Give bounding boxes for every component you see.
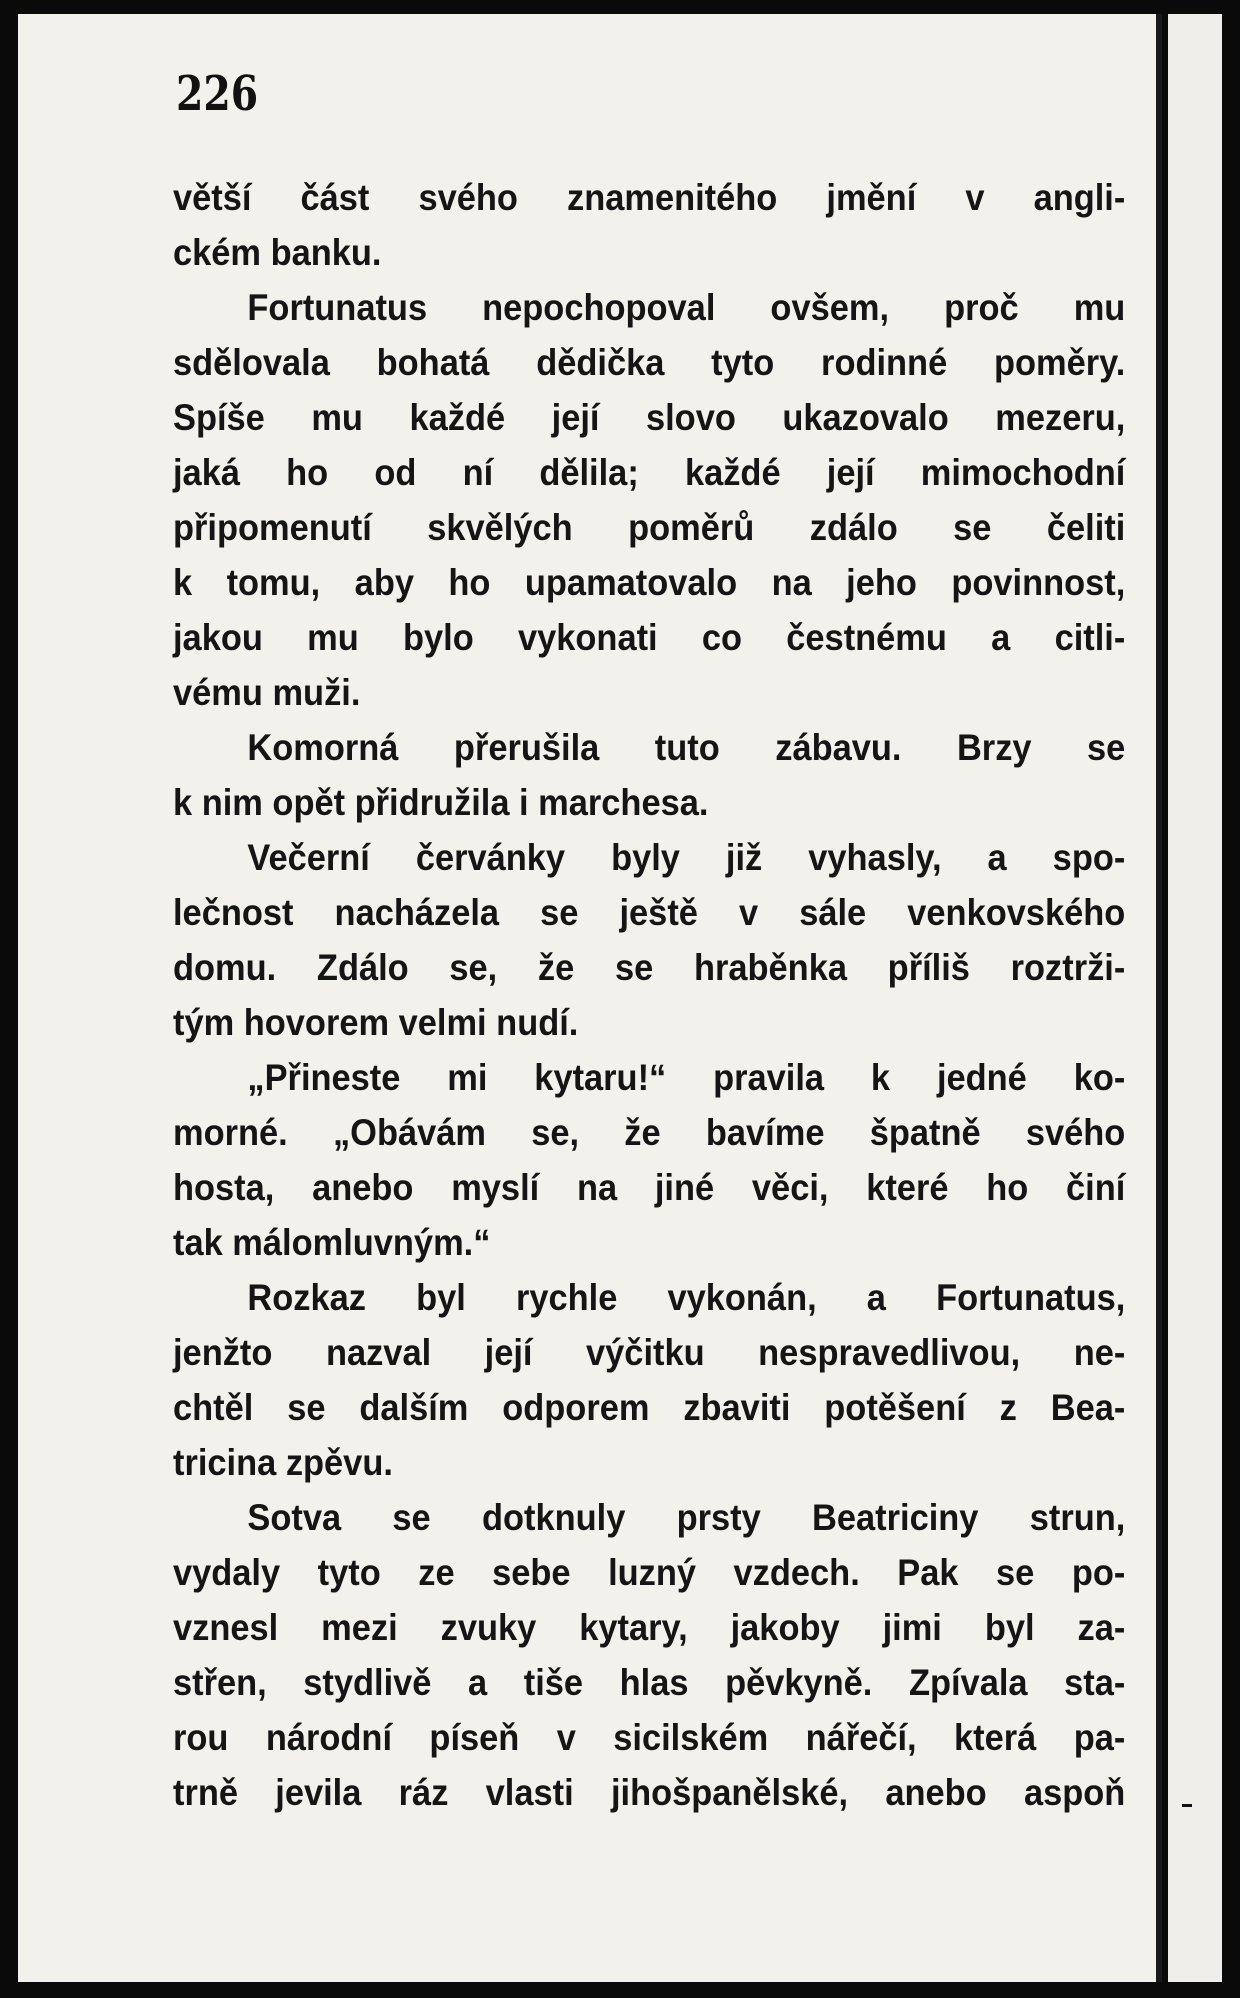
text-line: Fortunatus nepochopoval ovšem, proč mu bbox=[247, 287, 1126, 328]
text-line: tak málomluvným.“ bbox=[173, 1222, 491, 1263]
text-line: tým hovorem velmi nudí. bbox=[173, 1002, 579, 1043]
text-line: hosta, anebo myslí na jiné věci, které ho činí bbox=[173, 1167, 1126, 1208]
text-line: Večerní červánky byly již vyhasly, a spo- bbox=[247, 837, 1126, 878]
text-line: vznesl mezi zvuky kytary, jakoby jimi byl za- bbox=[173, 1607, 1126, 1648]
edge-mark bbox=[1182, 1804, 1192, 1807]
page-number: 226 bbox=[176, 66, 259, 122]
text-line: trně jevila ráz vlasti jihošpanělské, anebo aspoň bbox=[173, 1772, 1126, 1813]
text-line: sdělovala bohatá dědička tyto rodinné poměry. bbox=[173, 342, 1126, 383]
text-line: střen, stydlivě a tiše hlas pěvkyně. Zpívala sta- bbox=[173, 1662, 1126, 1703]
text-line: Komorná přerušila tuto zábavu. Brzy se bbox=[247, 727, 1126, 768]
text-line: rou národní píseň v sicilském nářečí, která pa- bbox=[173, 1717, 1126, 1758]
text-line: ckém banku. bbox=[173, 232, 382, 273]
adjacent-page-edge bbox=[1168, 14, 1222, 1982]
book-page bbox=[18, 14, 1162, 1982]
text-line: k nim opět přidružila i marchesa. bbox=[173, 782, 709, 823]
body-text bbox=[173, 170, 1133, 1820]
text-line: vému muži. bbox=[173, 672, 361, 713]
text-line: jakou mu bylo vykonati co čestnému a citli- bbox=[173, 617, 1126, 658]
text-line: jenžto nazval její výčitku nespravedlivou, ne- bbox=[173, 1332, 1126, 1373]
text-line: domu. Zdálo se, že se hraběnka příliš roztrži- bbox=[173, 947, 1126, 988]
text-line: Sotva se dotknuly prsty Beatriciny strun, bbox=[247, 1497, 1126, 1538]
text-line: lečnost nacházela se ještě v sále venkovského bbox=[173, 892, 1126, 933]
text-line: „Přineste mi kytaru!“ pravila k jedné ko- bbox=[247, 1057, 1126, 1098]
text-line: jaká ho od ní dělila; každé její mimochodní bbox=[173, 452, 1126, 493]
text-line: Rozkaz byl rychle vykonán, a Fortunatus, bbox=[247, 1277, 1126, 1318]
text-line: k tomu, aby ho upamatovalo na jeho povinnost, bbox=[173, 562, 1126, 603]
text-line: větší část svého znamenitého jmění v angli- bbox=[173, 177, 1126, 218]
text-line: morné. „Obávám se, že bavíme špatně svého bbox=[173, 1112, 1126, 1153]
text-line: vydaly tyto ze sebe luzný vzdech. Pak se po- bbox=[173, 1552, 1126, 1593]
text-line: tricina zpěvu. bbox=[173, 1442, 393, 1483]
text-line: Spíše mu každé její slovo ukazovalo mezeru, bbox=[173, 397, 1126, 438]
text-line: připomenutí skvělých poměrů zdálo se čeliti bbox=[173, 507, 1126, 548]
text-line: chtěl se dalším odporem zbaviti potěšení z Bea- bbox=[173, 1387, 1126, 1428]
